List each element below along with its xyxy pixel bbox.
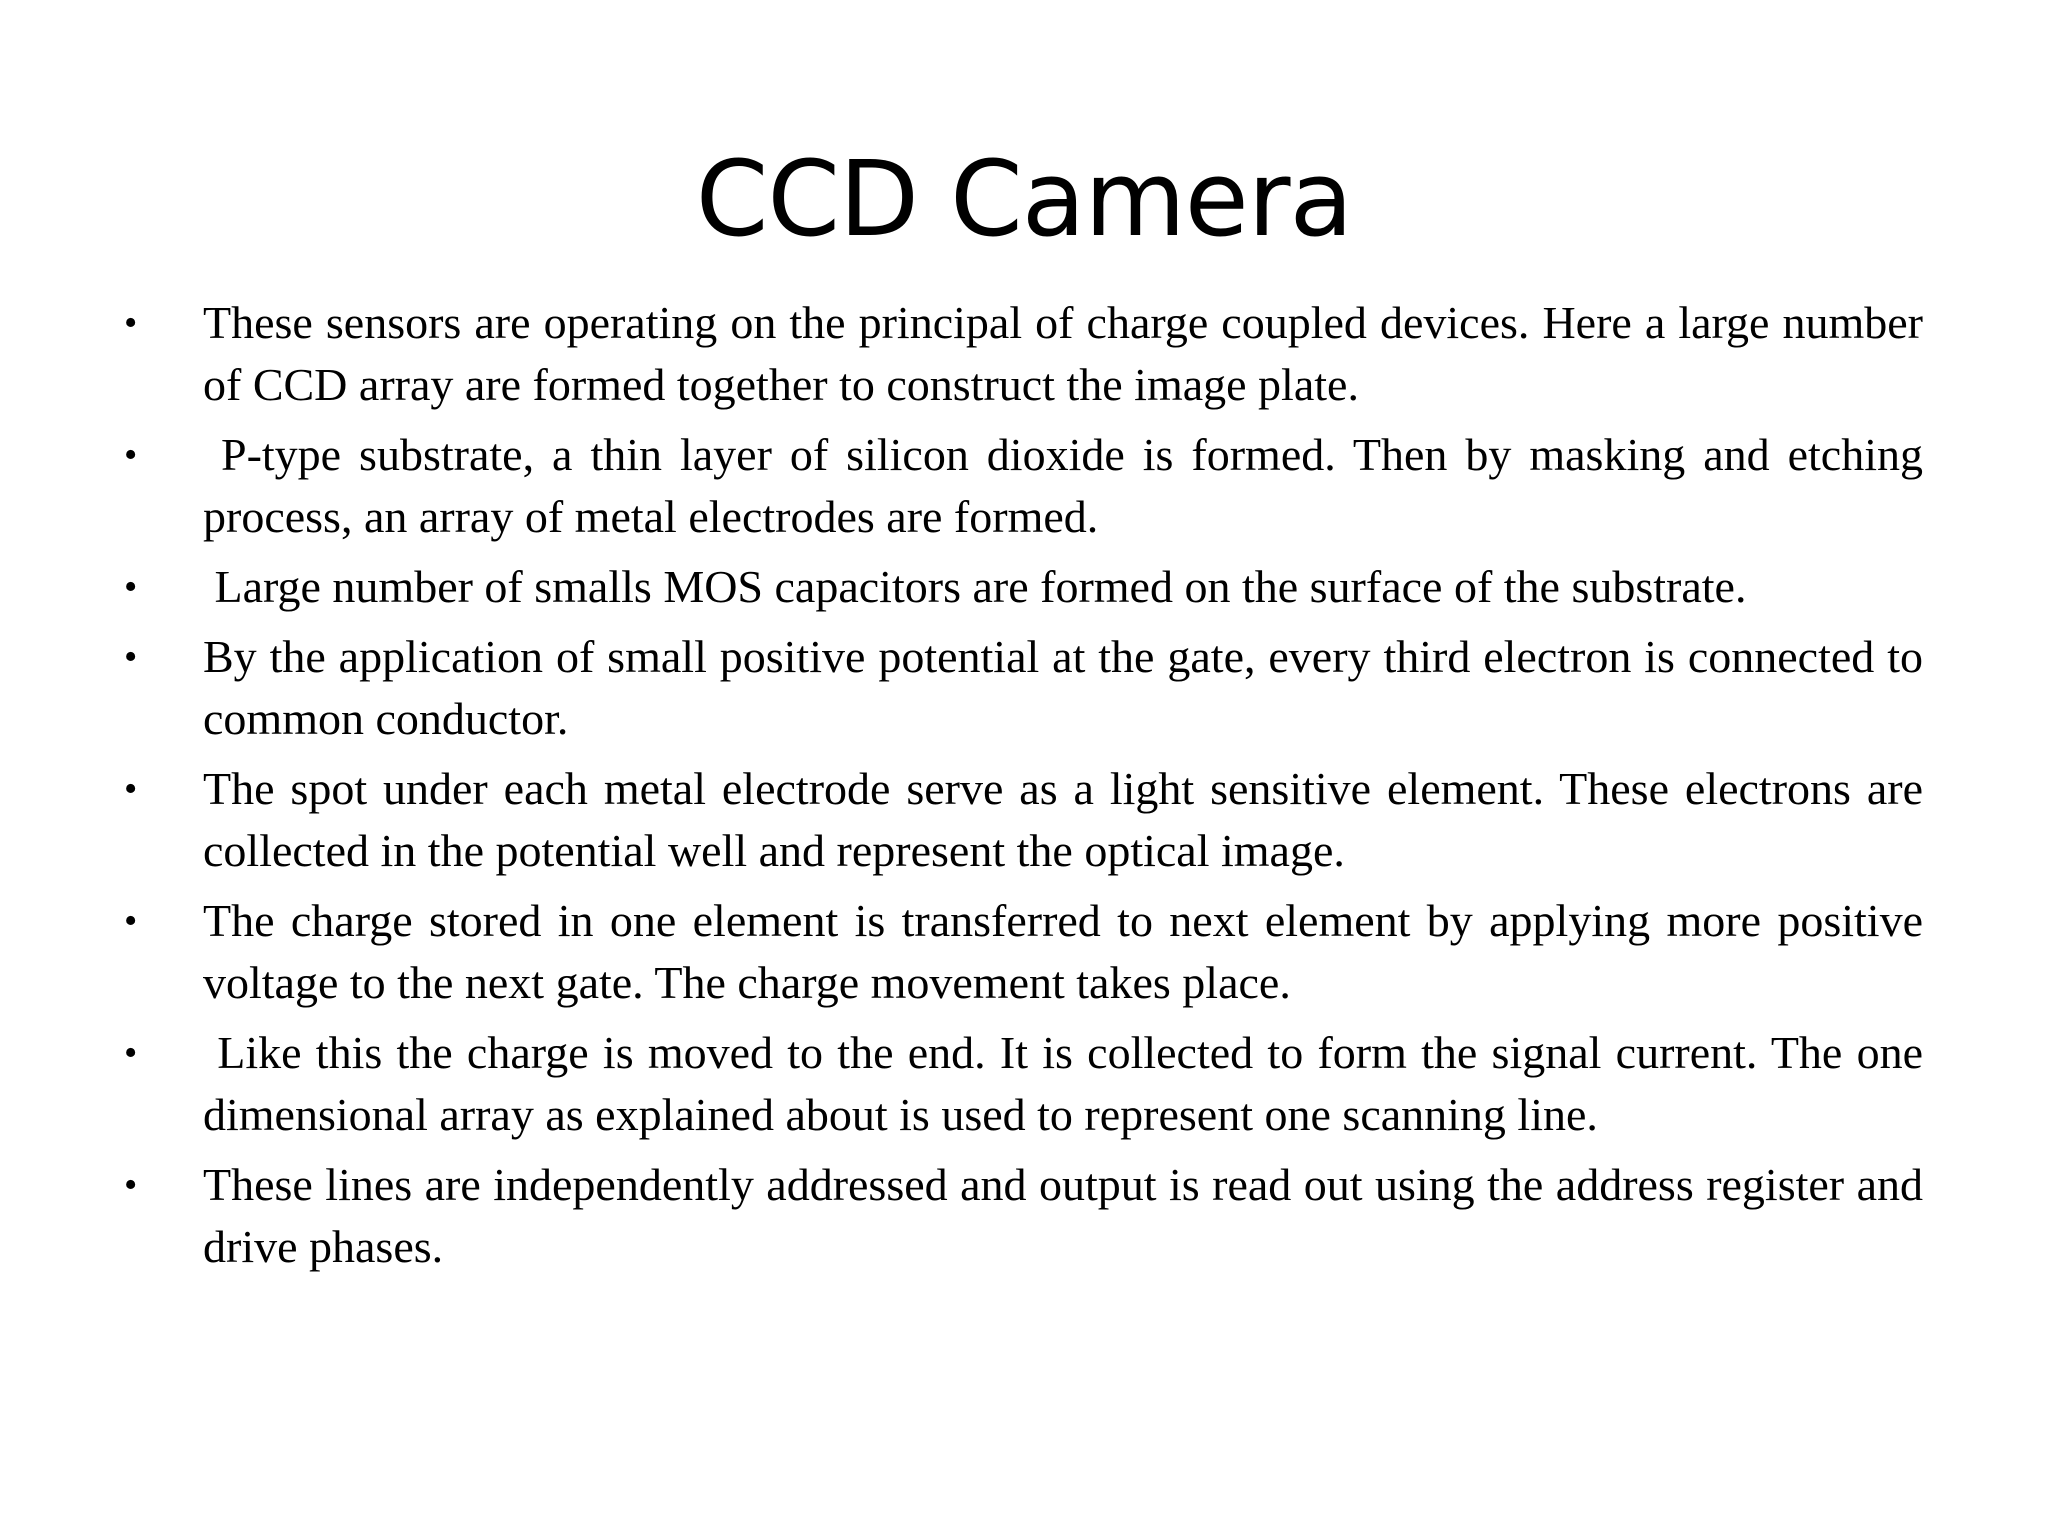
bullet-text: Like this the charge is moved to the end. It is collected to form the signal current. The one dimensional array as explained about is used to represent one scanning line.: [203, 1027, 1935, 1140]
bullet-item: [0, 626, 2048, 750]
bullet-item: [0, 556, 2048, 618]
bullet-text: These sensors are operating on the principal of charge coupled devices. Here a large number of CCD array are formed together to construct the image plate.: [203, 297, 1935, 410]
bullet-dot-icon: •: [124, 1032, 138, 1074]
bullet-text: The charge stored in one element is transferred to next element by applying more positive voltage to the next gate. The charge movement takes place.: [203, 895, 1935, 1008]
bullet-dot-icon: •: [124, 900, 138, 942]
bullet-item: [0, 424, 2048, 548]
bullet-text: P-type substrate, a thin layer of silicon dioxide is formed. Then by masking and etching process, an array of metal electrodes are formed.: [203, 429, 1935, 542]
bullet-dot-icon: •: [124, 302, 138, 344]
bullet-text: By the application of small positive potential at the gate, every third electron is connected to common conductor.: [203, 631, 1935, 744]
bullet-item: [0, 292, 2048, 416]
bullet-dot-icon: •: [124, 768, 138, 810]
bullet-dot-icon: •: [124, 566, 138, 608]
bullet-text: Large number of smalls MOS capacitors are formed on the surface of the substrate.: [203, 561, 1747, 612]
bullet-item: [0, 1022, 2048, 1146]
bullet-dot-icon: •: [124, 434, 138, 476]
bullet-item: [0, 890, 2048, 1014]
bullet-list: [0, 292, 2048, 1286]
bullet-dot-icon: •: [124, 1164, 138, 1206]
slide-title: CCD Camera: [695, 138, 1353, 260]
bullet-text: These lines are independently addressed and output is read out using the address register and drive phases.: [203, 1159, 1935, 1272]
bullet-dot-icon: •: [124, 636, 138, 678]
bullet-item: [0, 758, 2048, 882]
bullet-item: [0, 1154, 2048, 1278]
bullet-text: The spot under each metal electrode serve as a light sensitive element. These electrons are collected in the potential well and represent the optical image.: [203, 763, 1935, 876]
